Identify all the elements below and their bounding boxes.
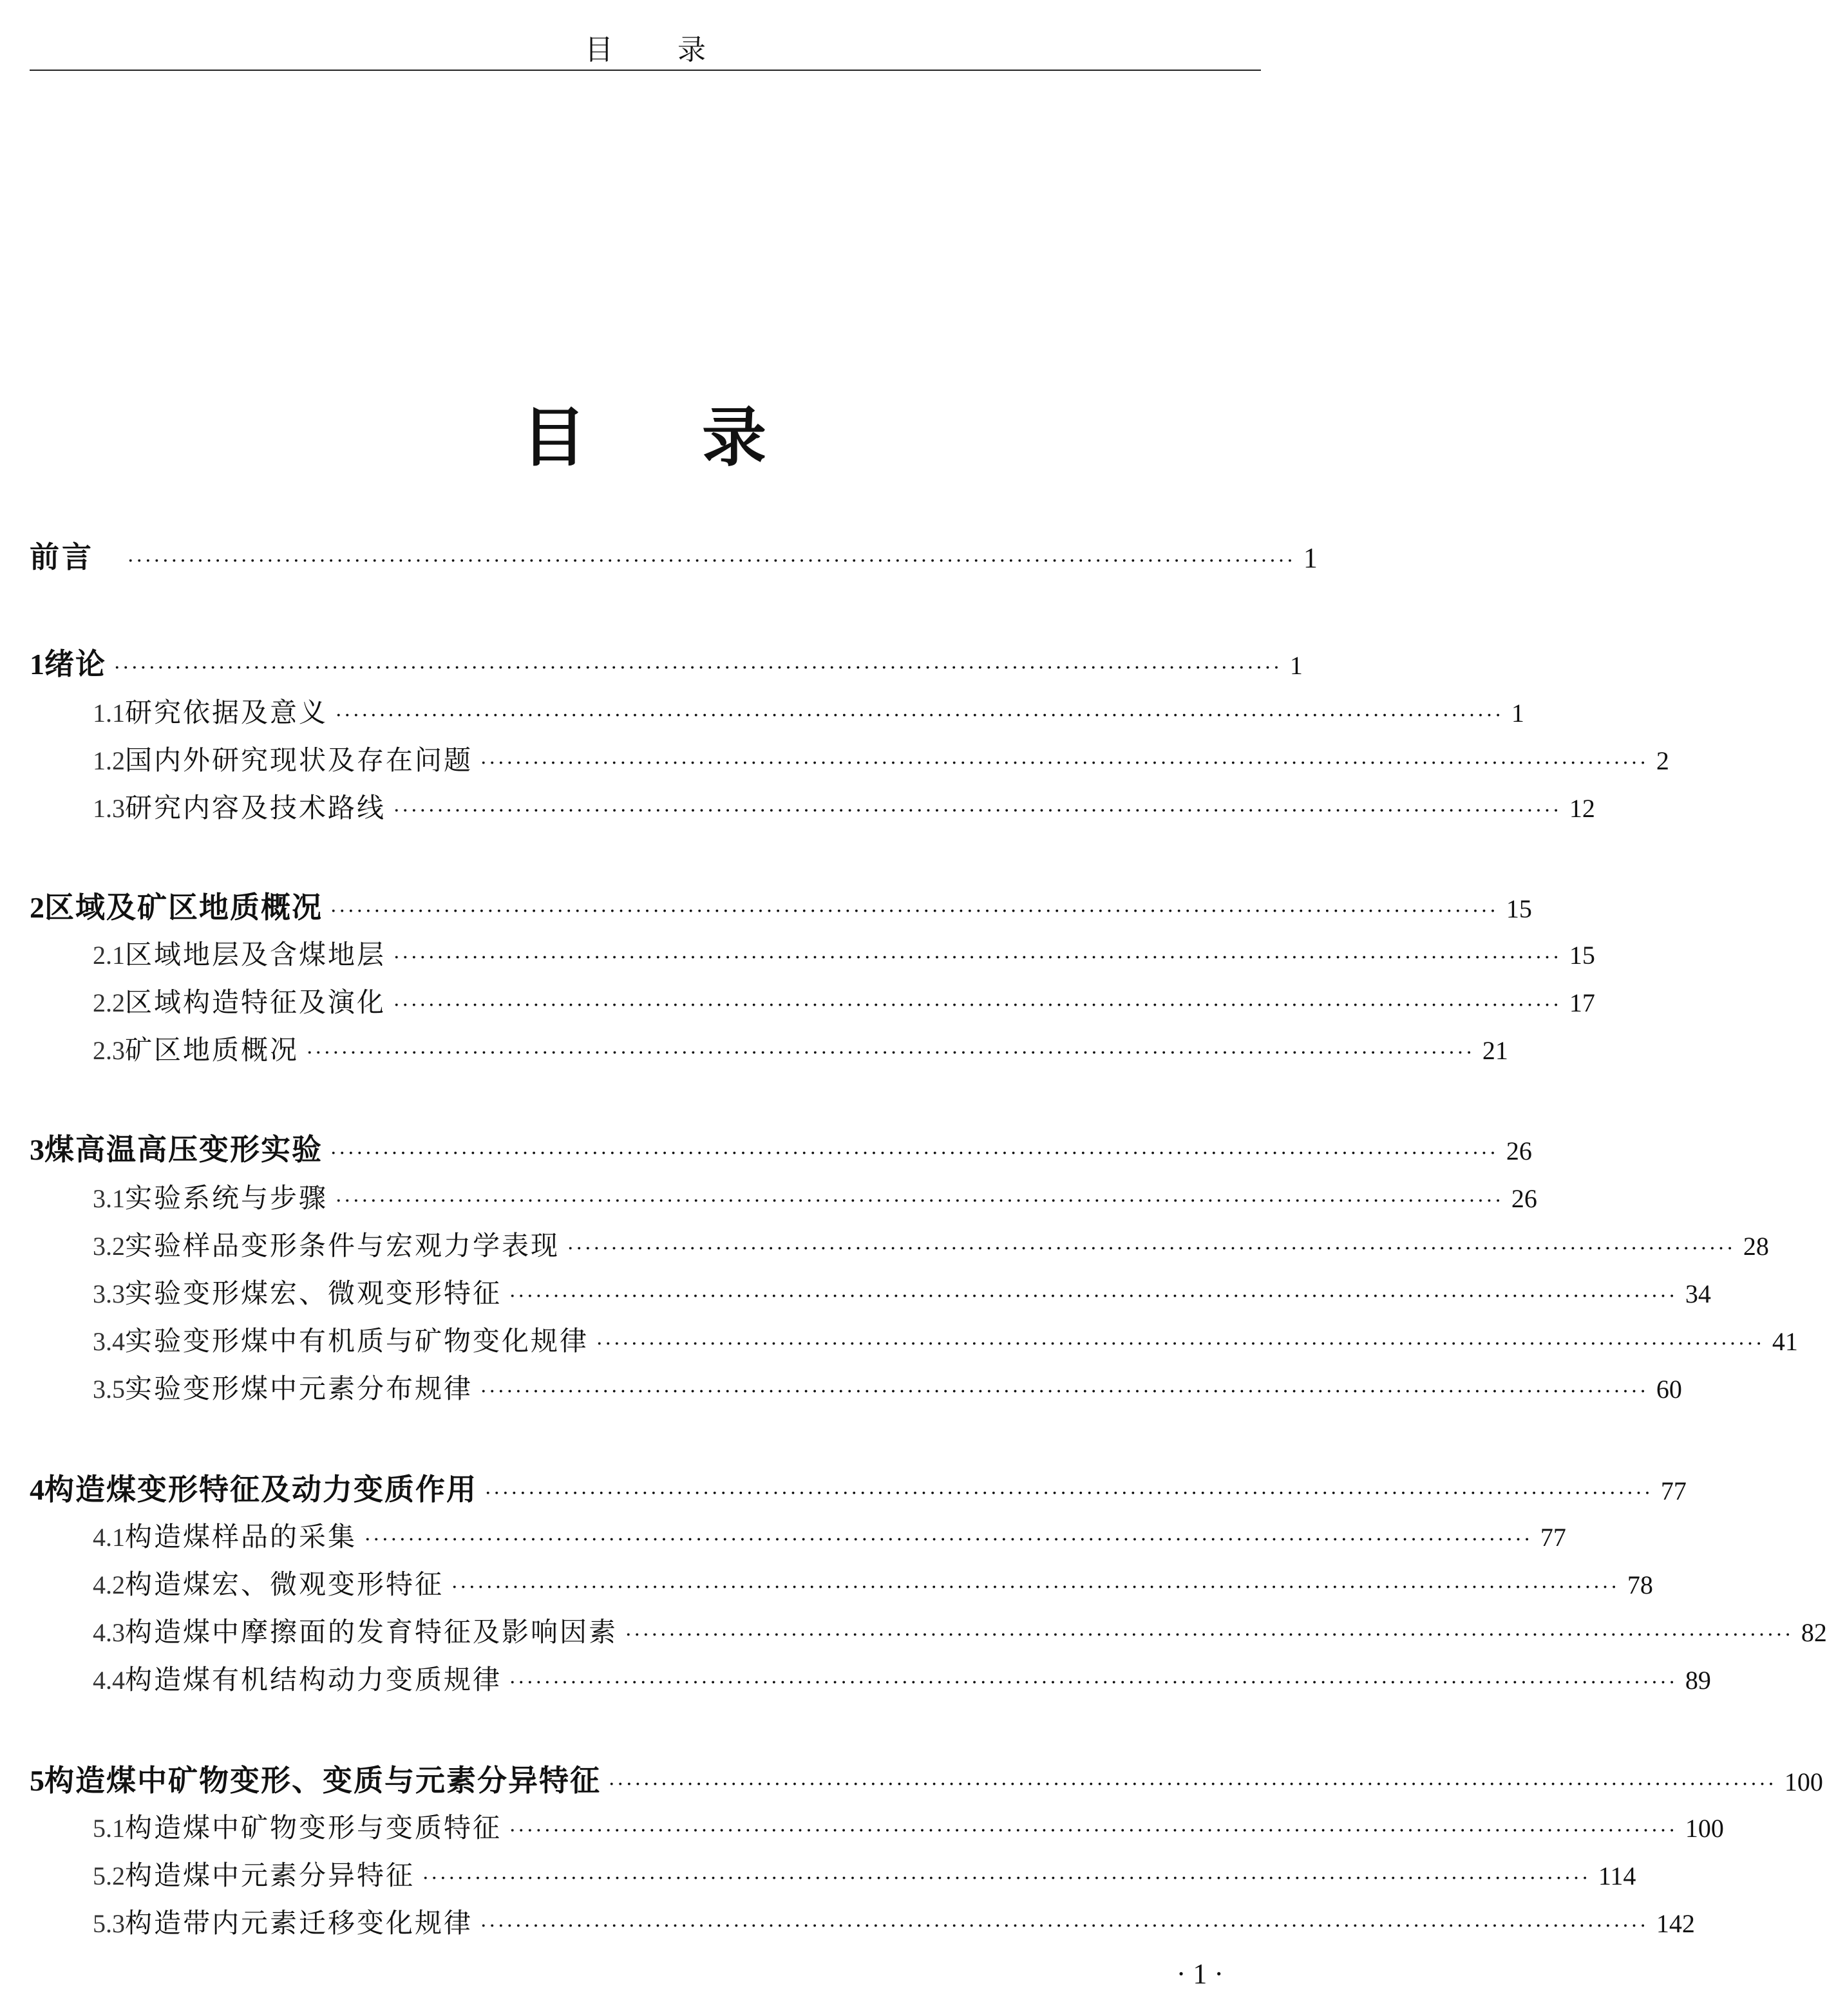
section-title: 实验变形煤宏、微观变形特征 xyxy=(125,1277,502,1309)
section-number: 3.3 xyxy=(93,1279,125,1308)
toc-section-1-2[interactable] xyxy=(93,744,1669,776)
section-number: 4.4 xyxy=(93,1666,125,1695)
toc-section-2-2[interactable] xyxy=(93,986,1595,1018)
toc-page-number: 114 xyxy=(1598,1861,1636,1890)
toc-section-3-5[interactable] xyxy=(93,1373,1682,1404)
dot-leader: ······································································································································ xyxy=(509,1285,1678,1308)
toc-section-3-1[interactable] xyxy=(93,1182,1537,1214)
toc-section-5-2[interactable] xyxy=(93,1860,1636,1891)
chapter-title: 绪论 xyxy=(44,646,106,681)
section-title: 矿区地质概况 xyxy=(125,1034,299,1066)
toc-section-3-2[interactable] xyxy=(93,1230,1769,1261)
toc-chapter-3[interactable] xyxy=(30,1132,1532,1167)
dot-leader: ······································································································································ xyxy=(336,704,1504,727)
toc-section-1-3[interactable] xyxy=(93,792,1595,824)
section-title: 实验变形煤中元素分布规律 xyxy=(125,1373,473,1404)
toc-page-number: 26 xyxy=(1511,1184,1537,1213)
section-number: 2.3 xyxy=(93,1036,125,1065)
dot-leader: ······································································································································ xyxy=(128,550,1296,572)
section-number: 1.3 xyxy=(93,794,125,823)
dot-leader: ······································································································································ xyxy=(422,1867,1591,1890)
toc-label: 前言 xyxy=(30,540,94,574)
dot-leader: ······································································································································ xyxy=(509,1820,1678,1842)
toc-chapter-5[interactable] xyxy=(30,1763,1823,1798)
dot-leader: ······································································································································ xyxy=(114,657,1282,679)
toc-page-number: 82 xyxy=(1801,1618,1827,1647)
toc-page-number: 1 xyxy=(1303,542,1318,574)
toc-page-number: 100 xyxy=(1784,1767,1823,1796)
toc-page-number: 34 xyxy=(1685,1279,1711,1308)
section-title: 构造煤中矿物变形与变质特征 xyxy=(125,1812,502,1843)
toc-chapter-2[interactable] xyxy=(30,890,1532,925)
section-title: 构造带内元素迁移变化规律 xyxy=(125,1907,473,1939)
toc-section-3-4[interactable] xyxy=(93,1325,1798,1357)
section-title: 区域构造特征及演化 xyxy=(125,986,386,1018)
chapter-title: 构造煤变形特征及动力变质作用 xyxy=(44,1472,477,1507)
toc-section-4-2[interactable] xyxy=(93,1569,1653,1600)
toc-page-number: 2 xyxy=(1656,746,1669,775)
dot-leader: ······································································································································ xyxy=(609,1773,1777,1796)
dot-leader: ······································································································································ xyxy=(509,1672,1678,1694)
toc-page-number: 15 xyxy=(1569,941,1595,970)
toc-chapter-1[interactable] xyxy=(30,646,1303,681)
toc-page-number: 12 xyxy=(1569,794,1595,823)
toc-section-3-3[interactable] xyxy=(93,1277,1711,1309)
toc-page-number: 100 xyxy=(1685,1814,1724,1843)
toc-page-number: 28 xyxy=(1743,1232,1769,1261)
chapter-number: 1 xyxy=(30,648,44,681)
dot-leader: ······································································································································ xyxy=(567,1238,1736,1260)
toc-section-4-4[interactable] xyxy=(93,1664,1711,1695)
section-number: 5.2 xyxy=(93,1861,125,1890)
toc-page-number: 142 xyxy=(1656,1909,1695,1938)
toc-page-number: 17 xyxy=(1569,988,1595,1017)
section-number: 4.1 xyxy=(93,1523,125,1552)
section-title: 构造煤有机结构动力变质规律 xyxy=(125,1664,502,1695)
toc-section-1-1[interactable] xyxy=(93,697,1524,728)
chapter-number: 2 xyxy=(30,891,44,924)
page-folio: · 1 · xyxy=(1176,1958,1224,1990)
toc-section-2-3[interactable] xyxy=(93,1034,1508,1066)
section-number: 5.1 xyxy=(93,1814,125,1843)
section-title: 实验变形煤中有机质与矿物变化规律 xyxy=(125,1325,589,1357)
toc-page-number: 77 xyxy=(1540,1523,1566,1552)
toc-section-5-1[interactable] xyxy=(93,1812,1724,1843)
dot-leader: ······································································································································ xyxy=(393,947,1562,969)
section-number: 3.5 xyxy=(93,1375,125,1404)
dot-leader: ······································································································································ xyxy=(393,994,1562,1017)
toc-section-4-3[interactable] xyxy=(93,1616,1827,1648)
toc-page-number: 21 xyxy=(1482,1036,1508,1065)
toc-chapter-4[interactable] xyxy=(30,1472,1687,1507)
toc-page-number: 41 xyxy=(1772,1327,1798,1356)
section-number: 4.3 xyxy=(93,1618,125,1647)
section-number: 5.3 xyxy=(93,1909,125,1938)
toc-section-4-1[interactable] xyxy=(93,1521,1566,1552)
chapter-title: 构造煤中矿物变形、变质与元素分异特征 xyxy=(44,1763,601,1798)
toc-page-number: 15 xyxy=(1506,894,1532,923)
section-number: 3.1 xyxy=(93,1184,125,1213)
dot-leader: ······································································································································ xyxy=(451,1576,1620,1599)
dot-leader: ······································································································································ xyxy=(485,1482,1653,1505)
dot-leader: ······································································································································ xyxy=(480,1380,1649,1403)
section-title: 实验系统与步骤 xyxy=(125,1182,328,1214)
dot-leader: ······································································································································ xyxy=(393,800,1562,822)
chapter-title: 区域及矿区地质概况 xyxy=(44,890,323,925)
dot-leader: ······································································································································ xyxy=(480,1915,1649,1937)
toc-page-number: 89 xyxy=(1685,1666,1711,1695)
section-title: 构造煤宏、微观变形特征 xyxy=(125,1569,444,1600)
dot-leader: ······································································································································ xyxy=(336,1190,1504,1212)
toc-page-number: 78 xyxy=(1627,1570,1653,1599)
section-number: 1.1 xyxy=(93,699,125,728)
section-number: 3.2 xyxy=(93,1232,125,1261)
section-title: 构造煤样品的采集 xyxy=(125,1521,357,1552)
toc-page-number: 77 xyxy=(1660,1476,1687,1505)
dot-leader: ······································································································································ xyxy=(625,1624,1794,1646)
chapter-number: 4 xyxy=(30,1473,44,1506)
section-number: 1.2 xyxy=(93,746,125,775)
section-title: 研究依据及意义 xyxy=(125,697,328,728)
page-title: 目录 xyxy=(522,400,882,475)
running-head xyxy=(30,24,1261,71)
toc-section-5-3[interactable] xyxy=(93,1907,1695,1939)
dot-leader: ······································································································································ xyxy=(307,1042,1475,1064)
section-title: 构造煤中元素分异特征 xyxy=(125,1860,415,1891)
toc-page-number: 1 xyxy=(1289,651,1303,680)
section-title: 构造煤中摩擦面的发育特征及影响因素 xyxy=(125,1616,618,1648)
section-number: 2.1 xyxy=(93,941,125,970)
toc-page-number: 1 xyxy=(1511,699,1524,728)
toc-page-number: 60 xyxy=(1656,1375,1682,1404)
toc-preface[interactable] xyxy=(30,540,1318,574)
chapter-number: 3 xyxy=(30,1133,44,1166)
toc-section-2-1[interactable] xyxy=(93,939,1595,970)
section-title: 实验样品变形条件与宏观力学表现 xyxy=(125,1230,560,1261)
section-number: 2.2 xyxy=(93,988,125,1017)
dot-leader: ······································································································································ xyxy=(480,752,1649,775)
dot-leader: ······································································································································ xyxy=(330,900,1499,923)
chapter-number: 5 xyxy=(30,1764,44,1797)
section-title: 国内外研究现状及存在问题 xyxy=(125,744,473,776)
section-number: 3.4 xyxy=(93,1327,125,1356)
dot-leader: ······································································································································ xyxy=(364,1529,1533,1551)
dot-leader: ······································································································································ xyxy=(596,1333,1765,1355)
section-number: 4.2 xyxy=(93,1570,125,1599)
running-head-text: 目录 xyxy=(585,33,770,66)
section-title: 研究内容及技术路线 xyxy=(125,792,386,824)
toc-page-number: 26 xyxy=(1506,1136,1532,1165)
dot-leader: ······································································································································ xyxy=(330,1142,1499,1165)
chapter-title: 煤高温高压变形实验 xyxy=(44,1132,323,1167)
section-title: 区域地层及含煤地层 xyxy=(125,939,386,970)
